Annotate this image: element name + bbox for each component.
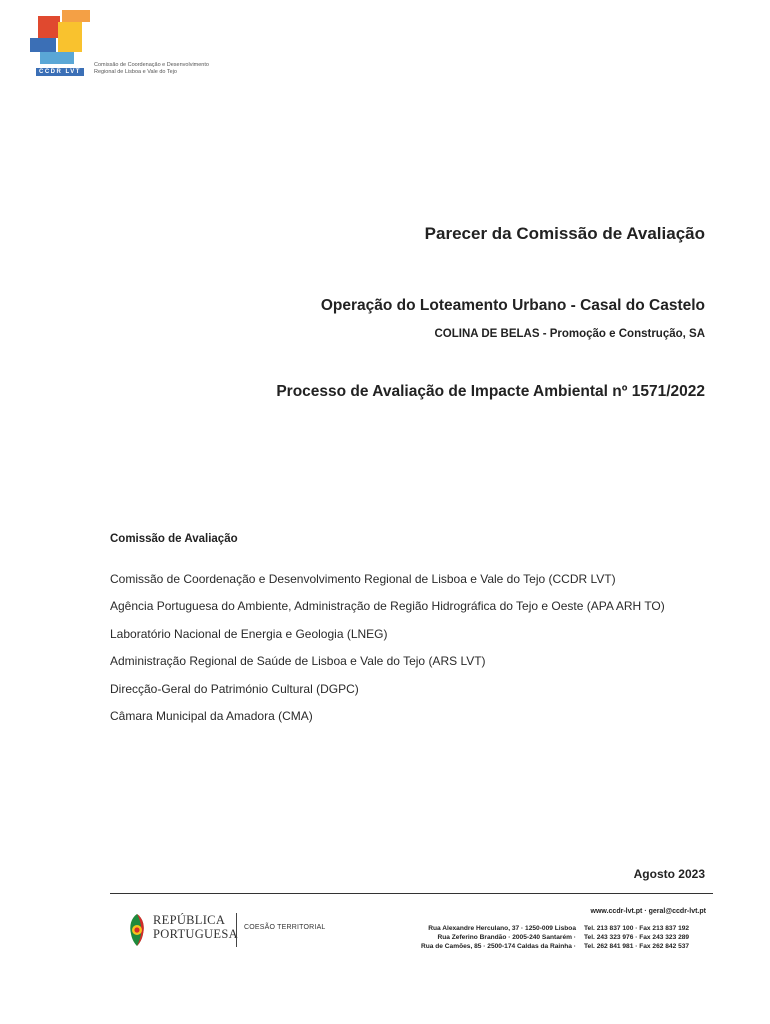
contact-address: Rua Zeferino Brandão · 2005-240 Santarém · [437,934,576,941]
republica-line2: PORTUGUESA [153,927,238,941]
contact-row [421,933,706,942]
committee-member: Laboratório Nacional de Energia e Geologia (LNEG) [110,626,388,641]
logo-acronym: CCDR LVT [36,68,84,76]
logo-square-yellow [58,22,82,52]
committee-member: Direcção-Geral do Património Cultural (DGPC) [110,681,359,696]
footer-divider [110,893,713,894]
contact-row [421,942,706,951]
branding-divider [236,913,237,947]
proponent-name: COLINA DE BELAS - Promoção e Construção, SA [434,328,705,340]
committee-member: Câmara Municipal da Amadora (CMA) [110,709,313,724]
committee-member: Comissão de Coordenação e Desenvolvimento Regional de Lisboa e Vale do Tejo (CCDR LVT) [110,572,616,586]
website-email: www.ccdr-lvt.pt · geral@ccdr-lvt.pt [590,908,706,915]
logo-caption: Comissão de Coordenação e Desenvolvimento Regional de Lisboa e Vale do Tejo [94,62,209,75]
committee-members-list [110,566,665,730]
operation-title: Operação do Loteamento Urbano - Casal do Castelo [320,297,705,314]
coesao-territorial-label: COESÃO TERRITORIAL [244,924,326,931]
process-title: Processo de Avaliação de Impacte Ambiental nº 1571/2022 [276,383,705,400]
contact-phone: Tel. 213 837 100 · Fax 213 837 192 [584,925,690,932]
committee-member: Administração Regional de Saúde de Lisboa e Vale do Tejo (ARS LVT) [110,654,486,669]
contact-address: Rua Alexandre Herculano, 37 · 1250-009 Lisboa [428,925,576,932]
logo-square-blue [30,38,56,52]
republica-line1: REPÚBLICA [153,913,226,927]
contact-row [421,924,706,933]
document-date: Agosto 2023 [633,867,705,881]
republica-portuguesa-emblem-icon [126,912,148,948]
contact-address: Rua de Camões, 85 · 2500-174 Caldas da Rainha · [420,943,576,950]
ccdr-lvt-logo [30,10,220,80]
contact-phone: Tel. 262 841 981 · Fax 262 842 537 [584,943,690,950]
logo-square-red [38,16,60,38]
document-title: Parecer da Comissão de Avaliação [424,224,705,243]
committee-member: Agência Portuguesa do Ambiente, Administração de Região Hidrográfica do Tejo e Oeste (APA ARH TO) [110,599,665,614]
logo-square-orange [62,10,90,22]
contact-phone: Tel. 243 323 976 · Fax 243 323 289 [584,934,690,941]
committee-heading: Comissão de Avaliação [110,533,238,545]
contacts-block [421,924,706,951]
republica-portuguesa-wordmark [153,913,238,941]
logo-square-lightblue [40,52,74,64]
